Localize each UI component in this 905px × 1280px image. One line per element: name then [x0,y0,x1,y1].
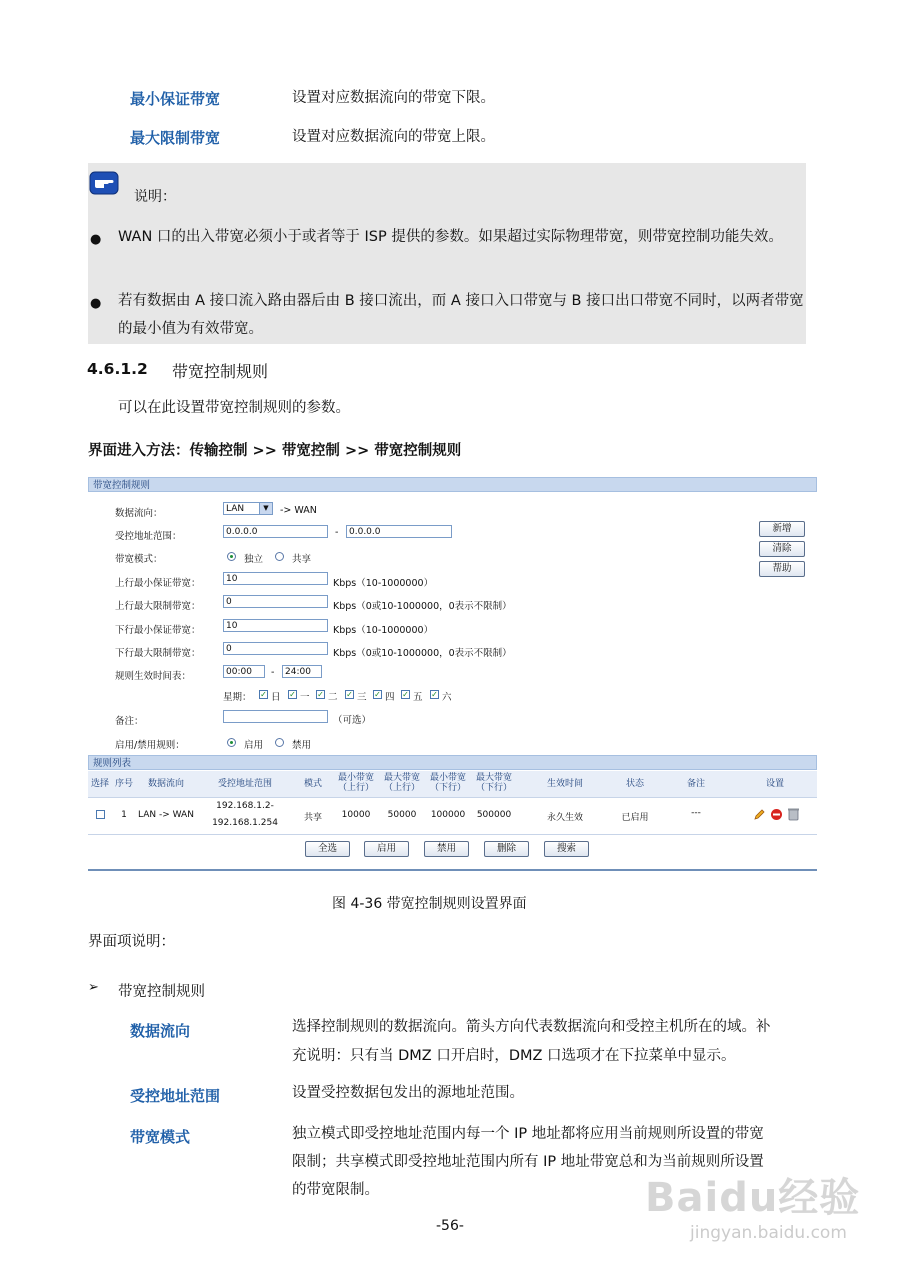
day-tue-label: 二 [328,692,338,703]
down-min-hint: Kbps（10-1000000） [333,625,434,636]
addr-label: 受控地址范围： [115,531,182,542]
th-settings: 设置 [765,779,784,789]
row-divider [88,834,817,835]
enable-off-radio[interactable] [275,738,284,747]
enable-label: 启用/禁用规则： [115,740,185,751]
th-down-max: 最大带宽（下行） [475,773,512,793]
mode-independent-label: 独立 [244,554,264,565]
down-max-label: 下行最大限制带宽： [115,648,201,659]
term-range: 受控地址范围 [130,1087,221,1105]
figure-caption: 图 4-36 带宽控制规则设置界面 [332,896,527,912]
day-thu-label: 四 [385,692,395,703]
day-sat-label: 六 [442,692,452,703]
week-label: 星期： [223,692,252,703]
help-button[interactable]: 帮助 [759,561,805,577]
desc-mode-1: 独立模式即受控地址范围内每一个 IP 地址都将应用当前规则所设置的带宽 [292,1126,764,1142]
desc-mode-2: 限制；共享模式即受控地址范围内所有 IP 地址带宽总和为当前规则所设置 [292,1154,764,1170]
add-button[interactable]: 新增 [759,521,805,537]
day-wed-checkbox[interactable]: ✓ [346,690,353,699]
enable-on-label: 启用 [244,740,264,751]
addr-sep: - [335,527,339,538]
day-sat-checkbox[interactable]: ✓ [431,690,438,699]
row-up-max: 50000 [387,810,417,820]
remark-input[interactable] [223,710,328,723]
enable-on-radio[interactable] [227,738,236,747]
direction-label: 数据流向： [115,508,163,519]
time-label: 规则生效时间表： [115,671,192,682]
search-button[interactable]: 搜索 [544,841,589,857]
row-select-checkbox[interactable] [96,810,105,819]
row-range-2: 192.168.1.254 [212,818,278,828]
panel-bottom-rule [88,869,817,871]
day-mon-label: 一 [300,692,310,703]
bullet-dot: ● [90,296,102,311]
addr-end-input[interactable]: 0.0.0.0 [346,525,452,538]
desc-range: 设置受控数据包发出的源地址范围。 [292,1085,524,1101]
day-sun-label: 日 [271,692,281,703]
desc-direction-2: 充说明：只有当 DMZ 口开启时，DMZ 口选项才在下拉菜单中显示。 [292,1048,736,1064]
note-item-2: 若有数据由 A 接口流入路由器后由 B 接口流出，而 A 接口入口带宽与 B 接口出口带宽不同时，以两者带宽的最小值为有效带宽。 [118,293,804,337]
day-thu-checkbox[interactable]: ✓ [374,690,381,699]
note-title: 说明： [134,189,176,205]
th-down-min: 最小带宽（下行） [429,773,466,793]
list-title: 规则列表 [88,755,817,770]
term-mode: 带宽模式 [130,1128,191,1146]
up-max-hint: Kbps（0或10-1000000，0表示不限制） [333,601,512,612]
nav-path: 界面进入方法：传输控制 >> 带宽控制 >> 带宽控制规则 [88,443,462,459]
enable-off-label: 禁用 [292,740,312,751]
th-index: 序号 [114,779,133,789]
up-min-hint: Kbps（10-1000000） [333,578,434,589]
term-min-bandwidth: 最小保证带宽 [130,90,221,108]
row-status: 已启用 [621,813,649,823]
disable-icon[interactable] [770,808,783,821]
day-sun-checkbox[interactable]: ✓ [260,690,267,699]
day-fri-checkbox[interactable]: ✓ [402,690,409,699]
term-max-bandwidth: 最大限制带宽 [130,129,221,147]
mode-label: 带宽模式： [115,554,163,565]
down-min-input[interactable]: 10 [223,619,328,632]
day-mon-checkbox[interactable]: ✓ [289,690,296,699]
clear-button[interactable]: 清除 [759,541,805,557]
th-direction: 数据流向 [147,779,184,789]
th-status: 状态 [625,779,644,789]
up-max-input[interactable]: 0 [223,595,328,608]
watermark-brand: Baidu经验 [645,1175,861,1221]
page-number: -56- [436,1218,464,1234]
down-max-input[interactable]: 0 [223,642,328,655]
time-start-input[interactable]: 00:00 [223,665,265,678]
mode-independent-radio[interactable] [227,552,236,561]
row-remark: --- [691,808,701,818]
down-max-hint: Kbps（0或10-1000000，0表示不限制） [333,648,512,659]
th-mode: 模式 [303,779,322,789]
th-time: 生效时间 [546,779,583,789]
remark-label: 备注： [115,716,144,727]
day-tue-checkbox[interactable]: ✓ [317,690,324,699]
row-mode: 共享 [303,813,322,823]
up-min-input[interactable]: 10 [223,572,328,585]
day-fri-label: 五 [413,692,423,703]
addr-start-input[interactable]: 0.0.0.0 [223,525,328,538]
direction-suffix: -> WAN [280,505,317,516]
row-time: 永久生效 [546,813,583,823]
section-title: 带宽控制规则 [172,362,269,381]
note-item-1: WAN 口的出入带宽必须小于或者等于 ISP 提供的参数。如果超过实际物理带宽，则带宽控制功能失效。 [118,229,783,245]
th-remark: 备注 [686,779,705,789]
sub-heading: 带宽控制规则 [118,984,205,1000]
mode-shared-label: 共享 [292,554,312,565]
desc-max-bandwidth: 设置对应数据流向的带宽上限。 [292,129,495,145]
chevron-down-icon[interactable]: ▼ [259,503,272,514]
time-sep: - [271,667,275,678]
mode-shared-radio[interactable] [275,552,284,561]
row-range-1: 192.168.1.2- [216,801,274,811]
delete-button[interactable]: 删除 [484,841,529,857]
row-down-max: 500000 [476,810,512,820]
enable-button[interactable]: 启用 [364,841,409,857]
edit-pencil-icon[interactable] [753,808,766,821]
row-down-min: 100000 [430,810,466,820]
watermark-url: jingyan.baidu.com [690,1223,847,1243]
term-direction: 数据流向 [130,1022,191,1040]
th-range: 受控地址范围 [217,779,272,789]
pointing-hand-icon [89,171,119,195]
th-up-max: 最大带宽（上行） [383,773,420,793]
th-up-min: 最小带宽（上行） [337,773,374,793]
panel-title: 带宽控制规则 [88,477,817,492]
remark-hint: （可选） [333,715,372,726]
arrow-bullet-icon: ➢ [88,980,99,995]
row-direction: LAN -> WAN [138,810,194,820]
row-index: 1 [121,810,127,820]
th-select: 选择 [90,779,109,789]
section-number: 4.6.1.2 [87,360,148,378]
desc-mode-3: 的带宽限制。 [292,1182,379,1198]
up-min-label: 上行最小保证带宽： [115,578,201,589]
row-up-min: 10000 [341,810,371,820]
section-intro: 可以在此设置带宽控制规则的参数。 [118,400,350,416]
time-end-input[interactable]: 24:00 [282,665,322,678]
disable-button[interactable]: 禁用 [424,841,469,857]
bullet-dot: ● [90,232,102,247]
day-wed-label: 三 [357,692,367,703]
down-min-label: 下行最小保证带宽： [115,625,201,636]
direction-select[interactable]: LAN ▼ [223,502,273,515]
desc-min-bandwidth: 设置对应数据流向的带宽下限。 [292,90,495,106]
desc-direction-1: 选择控制规则的数据流向。箭头方向代表数据流向和受控主机所在的域。补 [292,1019,771,1035]
up-max-label: 上行最大限制带宽： [115,601,201,612]
items-heading: 界面项说明： [88,934,175,950]
trash-icon[interactable] [787,807,800,821]
select-all-button[interactable]: 全选 [305,841,350,857]
